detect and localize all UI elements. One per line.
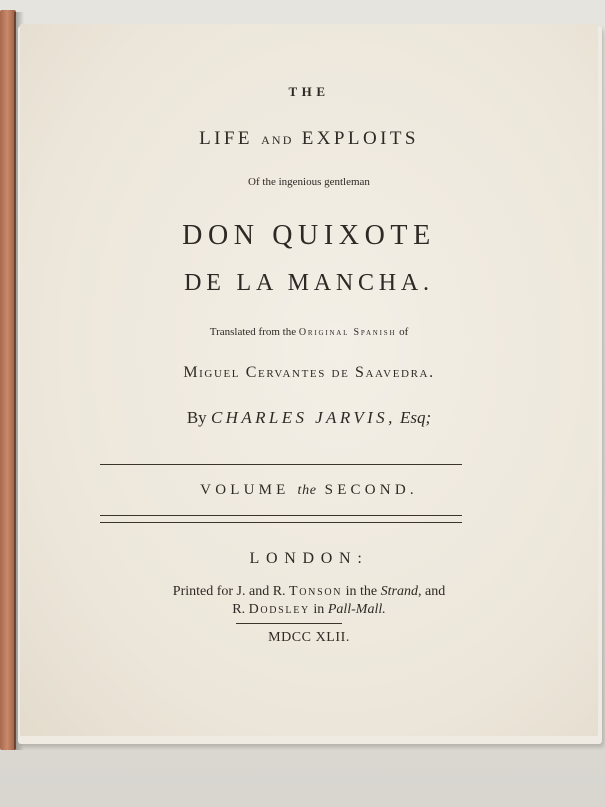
title-and: AND <box>261 133 294 147</box>
imprint-pall-mall: Pall-Mall. <box>327 602 386 617</box>
title-de-la-mancha: DE LA MANCHA. <box>184 270 434 296</box>
volume-second: SECOND. <box>324 482 418 498</box>
imprint-line-2 <box>20 602 598 618</box>
imprint-in: in <box>313 602 325 617</box>
imprint-in-the: in the <box>345 584 378 599</box>
translator-by: By <box>186 408 207 427</box>
volume-line <box>20 482 598 499</box>
rule-double-lower <box>100 522 462 523</box>
imprint-london: LONDON: <box>249 550 369 567</box>
translated-pre: Translated from the <box>209 326 297 338</box>
imprint-r: R. <box>232 602 246 617</box>
author-line: Miguel Cervantes de Saavedra. <box>183 364 435 381</box>
imprint-line-1 <box>20 584 598 600</box>
imprint-and: and <box>424 584 446 599</box>
imprint-year: MDCC XLII. <box>268 630 350 645</box>
translated-post: of <box>399 326 409 338</box>
imprint-strand: Strand, <box>380 584 422 599</box>
rule-top <box>100 464 462 465</box>
imprint-tonson: Tonson <box>289 584 343 599</box>
translator-name: CHARLES JARVIS, <box>210 408 396 427</box>
title-exploits: EXPLOITS <box>301 128 419 149</box>
rule-double-upper <box>100 515 462 516</box>
translated-line <box>20 326 598 338</box>
translated-original-spanish: Original Spanish <box>298 327 397 338</box>
rule-year <box>236 623 342 624</box>
title-page <box>20 24 598 736</box>
title-life: LIFE <box>199 128 253 149</box>
imprint-dodsley: Dodsley <box>248 602 310 617</box>
translator-line <box>20 408 598 428</box>
title-life-and-exploits <box>20 128 598 150</box>
volume-word: VOLUME <box>200 482 290 498</box>
subtitle-ingenious: Of the ingenious gentleman <box>248 176 370 188</box>
title-the: THE <box>288 84 330 99</box>
translator-esq: Esq; <box>399 408 432 427</box>
imprint-printed-for: Printed for J. and R. <box>172 584 286 599</box>
volume-the: the <box>297 483 317 498</box>
title-don-quixote: DON QUIXOTE <box>182 220 436 251</box>
